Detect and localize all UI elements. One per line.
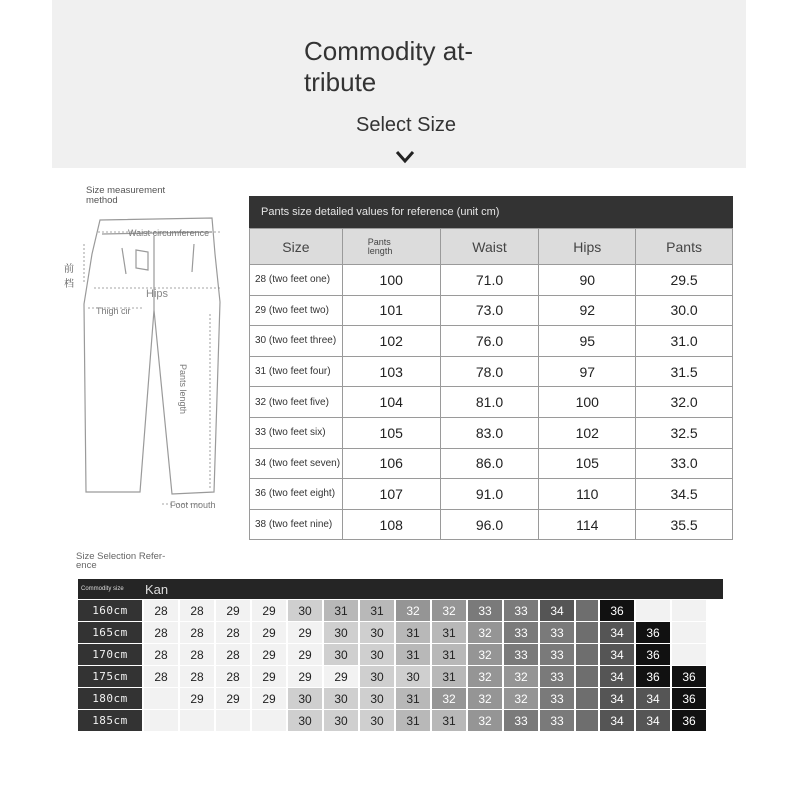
size-cell (576, 622, 598, 643)
size-cell (576, 688, 598, 709)
table-row (250, 265, 733, 296)
size-cell: 32 (468, 710, 502, 731)
cell-pants: 32.0 (636, 387, 733, 418)
size-cell: 29 (180, 688, 214, 709)
cell-size: 34 (two feet seven) (250, 448, 343, 479)
grid-row (78, 688, 723, 709)
size-cell: 29 (252, 622, 286, 643)
col-pants: Pants (636, 229, 733, 265)
size-cell: 30 (360, 644, 394, 665)
cell-size: 32 (two feet five) (250, 387, 343, 418)
size-cell: 32 (432, 688, 466, 709)
size-cell (576, 644, 598, 665)
size-cell: 31 (432, 710, 466, 731)
size-cell: 29 (288, 644, 322, 665)
cell-size: 38 (two feet nine) (250, 509, 343, 540)
size-cell: 31 (396, 688, 430, 709)
size-cell: 32 (432, 600, 466, 621)
size-cell: 28 (144, 622, 178, 643)
table-row (250, 387, 733, 418)
cell-length: 105 (342, 417, 440, 448)
size-cell (216, 710, 250, 731)
size-cell: 28 (144, 666, 178, 687)
size-cell: 29 (216, 688, 250, 709)
table-row (250, 356, 733, 387)
size-cell: 29 (252, 688, 286, 709)
size-cell: 33 (540, 644, 574, 665)
cell-waist: 86.0 (440, 448, 539, 479)
size-table-caption: Pants size detailed values for reference (unit cm) (249, 196, 733, 228)
size-cell: 36 (636, 666, 670, 687)
cell-hips: 110 (539, 479, 636, 510)
size-cell: 28 (180, 622, 214, 643)
size-cell: 33 (504, 600, 538, 621)
size-cell: 28 (180, 666, 214, 687)
cell-waist: 76.0 (440, 326, 539, 357)
cell-waist: 78.0 (440, 356, 539, 387)
size-cell: 32 (468, 666, 502, 687)
cell-waist: 96.0 (440, 509, 539, 540)
size-cell: 32 (504, 688, 538, 709)
kan-label: Kan (145, 581, 169, 597)
thigh-label: Thigh cir (96, 306, 131, 316)
size-cell: 29 (252, 600, 286, 621)
cell-length: 104 (342, 387, 440, 418)
size-cell: 30 (360, 666, 394, 687)
cell-length: 100 (342, 265, 440, 296)
page-title: Commodity at- tribute (304, 36, 474, 97)
size-cell: 33 (540, 622, 574, 643)
cell-length: 103 (342, 356, 440, 387)
table-row (250, 509, 733, 540)
size-cell: 33 (504, 710, 538, 731)
cell-hips: 102 (539, 417, 636, 448)
col-size: Size (250, 229, 343, 265)
size-cell: 30 (360, 622, 394, 643)
size-cell: 29 (288, 666, 322, 687)
cell-hips: 100 (539, 387, 636, 418)
cell-size: 30 (two feet three) (250, 326, 343, 357)
size-cell: 33 (468, 600, 502, 621)
size-cell: 32 (396, 600, 430, 621)
cell-waist: 81.0 (440, 387, 539, 418)
size-cell: 28 (144, 600, 178, 621)
front-rise-label: 前档 (64, 264, 74, 290)
size-cell: 33 (540, 666, 574, 687)
size-cell (144, 710, 178, 731)
cell-pants: 32.5 (636, 417, 733, 448)
size-cell: 32 (468, 644, 502, 665)
commodity-size-label: Commodity size (81, 586, 124, 592)
grid-row (78, 644, 723, 665)
size-cell: 36 (600, 600, 634, 621)
cell-hips: 114 (539, 509, 636, 540)
page-subtitle: Select Size (356, 114, 457, 136)
grid-row (78, 710, 723, 731)
height-cell: 180cm (78, 688, 142, 709)
cell-waist: 73.0 (440, 295, 539, 326)
size-cell (576, 600, 598, 621)
cell-pants: 33.0 (636, 448, 733, 479)
size-cell: 31 (324, 600, 358, 621)
size-cell: 36 (636, 622, 670, 643)
size-cell: 34 (600, 710, 634, 731)
size-cell: 32 (468, 622, 502, 643)
height-cell: 160cm (78, 600, 142, 621)
cell-size: 36 (two feet eight) (250, 479, 343, 510)
size-cell: 30 (288, 688, 322, 709)
cell-pants: 31.0 (636, 326, 733, 357)
size-cell (576, 710, 598, 731)
size-cell: 30 (360, 688, 394, 709)
measurement-method-label: Size measurement method (86, 185, 166, 206)
waist-label: Waist circumference (128, 228, 210, 238)
size-cell: 33 (504, 622, 538, 643)
table-row (250, 326, 733, 357)
size-cell: 29 (324, 666, 358, 687)
size-cell: 28 (216, 622, 250, 643)
size-cell: 30 (324, 644, 358, 665)
size-cell: 34 (636, 688, 670, 709)
size-cell: 31 (396, 644, 430, 665)
cell-size: 29 (two feet two) (250, 295, 343, 326)
size-cell: 29 (252, 666, 286, 687)
size-cell: 34 (600, 622, 634, 643)
size-cell: 31 (396, 622, 430, 643)
size-cell: 28 (180, 644, 214, 665)
size-cell: 30 (324, 688, 358, 709)
size-cell: 36 (672, 666, 706, 687)
size-cell: 34 (636, 710, 670, 731)
table-row (250, 295, 733, 326)
size-cell: 36 (636, 644, 670, 665)
size-cell: 33 (540, 688, 574, 709)
cell-hips: 105 (539, 448, 636, 479)
cell-length: 102 (342, 326, 440, 357)
cell-waist: 83.0 (440, 417, 539, 448)
pants-outline (62, 214, 242, 514)
size-cell: 34 (600, 644, 634, 665)
length-label: Pants length (178, 364, 188, 415)
size-cell: 34 (600, 688, 634, 709)
cell-hips: 92 (539, 295, 636, 326)
size-cell: 32 (504, 666, 538, 687)
grid-row (78, 666, 723, 687)
size-cell: 28 (216, 644, 250, 665)
size-cell (252, 710, 286, 731)
cell-length: 101 (342, 295, 440, 326)
cell-pants: 29.5 (636, 265, 733, 296)
cell-hips: 90 (539, 265, 636, 296)
cell-pants: 31.5 (636, 356, 733, 387)
cell-length: 106 (342, 448, 440, 479)
size-cell: 30 (288, 710, 322, 731)
cell-hips: 95 (539, 326, 636, 357)
size-cell: 32 (468, 688, 502, 709)
cell-waist: 91.0 (440, 479, 539, 510)
size-table-header (250, 229, 733, 265)
pants-diagram (62, 214, 242, 514)
col-hips: Hips (539, 229, 636, 265)
height-cell: 170cm (78, 644, 142, 665)
size-cell: 30 (288, 600, 322, 621)
size-cell: 28 (216, 666, 250, 687)
size-cell: 30 (396, 666, 430, 687)
cell-pants: 34.5 (636, 479, 733, 510)
size-cell: 33 (540, 710, 574, 731)
hips-label: Hips (146, 288, 169, 300)
cell-length: 107 (342, 479, 440, 510)
size-cell (180, 710, 214, 731)
size-cell: 29 (216, 600, 250, 621)
chevron-down-icon (395, 150, 415, 164)
size-cell: 33 (504, 644, 538, 665)
col-waist: Waist (440, 229, 539, 265)
size-selection-label: Size Selection Refer- ence (76, 551, 166, 571)
cell-size: 31 (two feet four) (250, 356, 343, 387)
size-cell (144, 688, 178, 709)
cell-pants: 35.5 (636, 509, 733, 540)
size-cell: 28 (180, 600, 214, 621)
size-cell: 31 (432, 644, 466, 665)
size-cell: 31 (432, 666, 466, 687)
grid-row (78, 622, 723, 643)
size-table (249, 196, 733, 540)
size-cell: 30 (360, 710, 394, 731)
table-row (250, 417, 733, 448)
table-row (250, 479, 733, 510)
grid-header (78, 579, 723, 599)
cell-size: 28 (two feet one) (250, 265, 343, 296)
size-cell: 30 (324, 710, 358, 731)
table-row (250, 448, 733, 479)
size-cell: 31 (432, 622, 466, 643)
size-cell: 28 (144, 644, 178, 665)
size-cell: 34 (540, 600, 574, 621)
size-selection-grid (78, 579, 723, 731)
size-cell: 30 (324, 622, 358, 643)
height-cell: 185cm (78, 710, 142, 731)
size-cell: 34 (600, 666, 634, 687)
height-cell: 165cm (78, 622, 142, 643)
col-length: Pants length (342, 229, 440, 265)
grid-row (78, 600, 723, 621)
size-cell: 36 (672, 710, 706, 731)
size-cell (672, 644, 706, 665)
height-cell: 175cm (78, 666, 142, 687)
size-cell: 36 (672, 688, 706, 709)
size-cell (576, 666, 598, 687)
cell-pants: 30.0 (636, 295, 733, 326)
size-cell (672, 600, 706, 621)
size-cell: 29 (288, 622, 322, 643)
cell-length: 108 (342, 509, 440, 540)
size-cell (636, 600, 670, 621)
foot-label: Foot mouth (170, 500, 216, 510)
cell-waist: 71.0 (440, 265, 539, 296)
size-cell (672, 622, 706, 643)
cell-size: 33 (two feet six) (250, 417, 343, 448)
size-cell: 31 (396, 710, 430, 731)
cell-hips: 97 (539, 356, 636, 387)
size-cell: 31 (360, 600, 394, 621)
size-cell: 29 (252, 644, 286, 665)
